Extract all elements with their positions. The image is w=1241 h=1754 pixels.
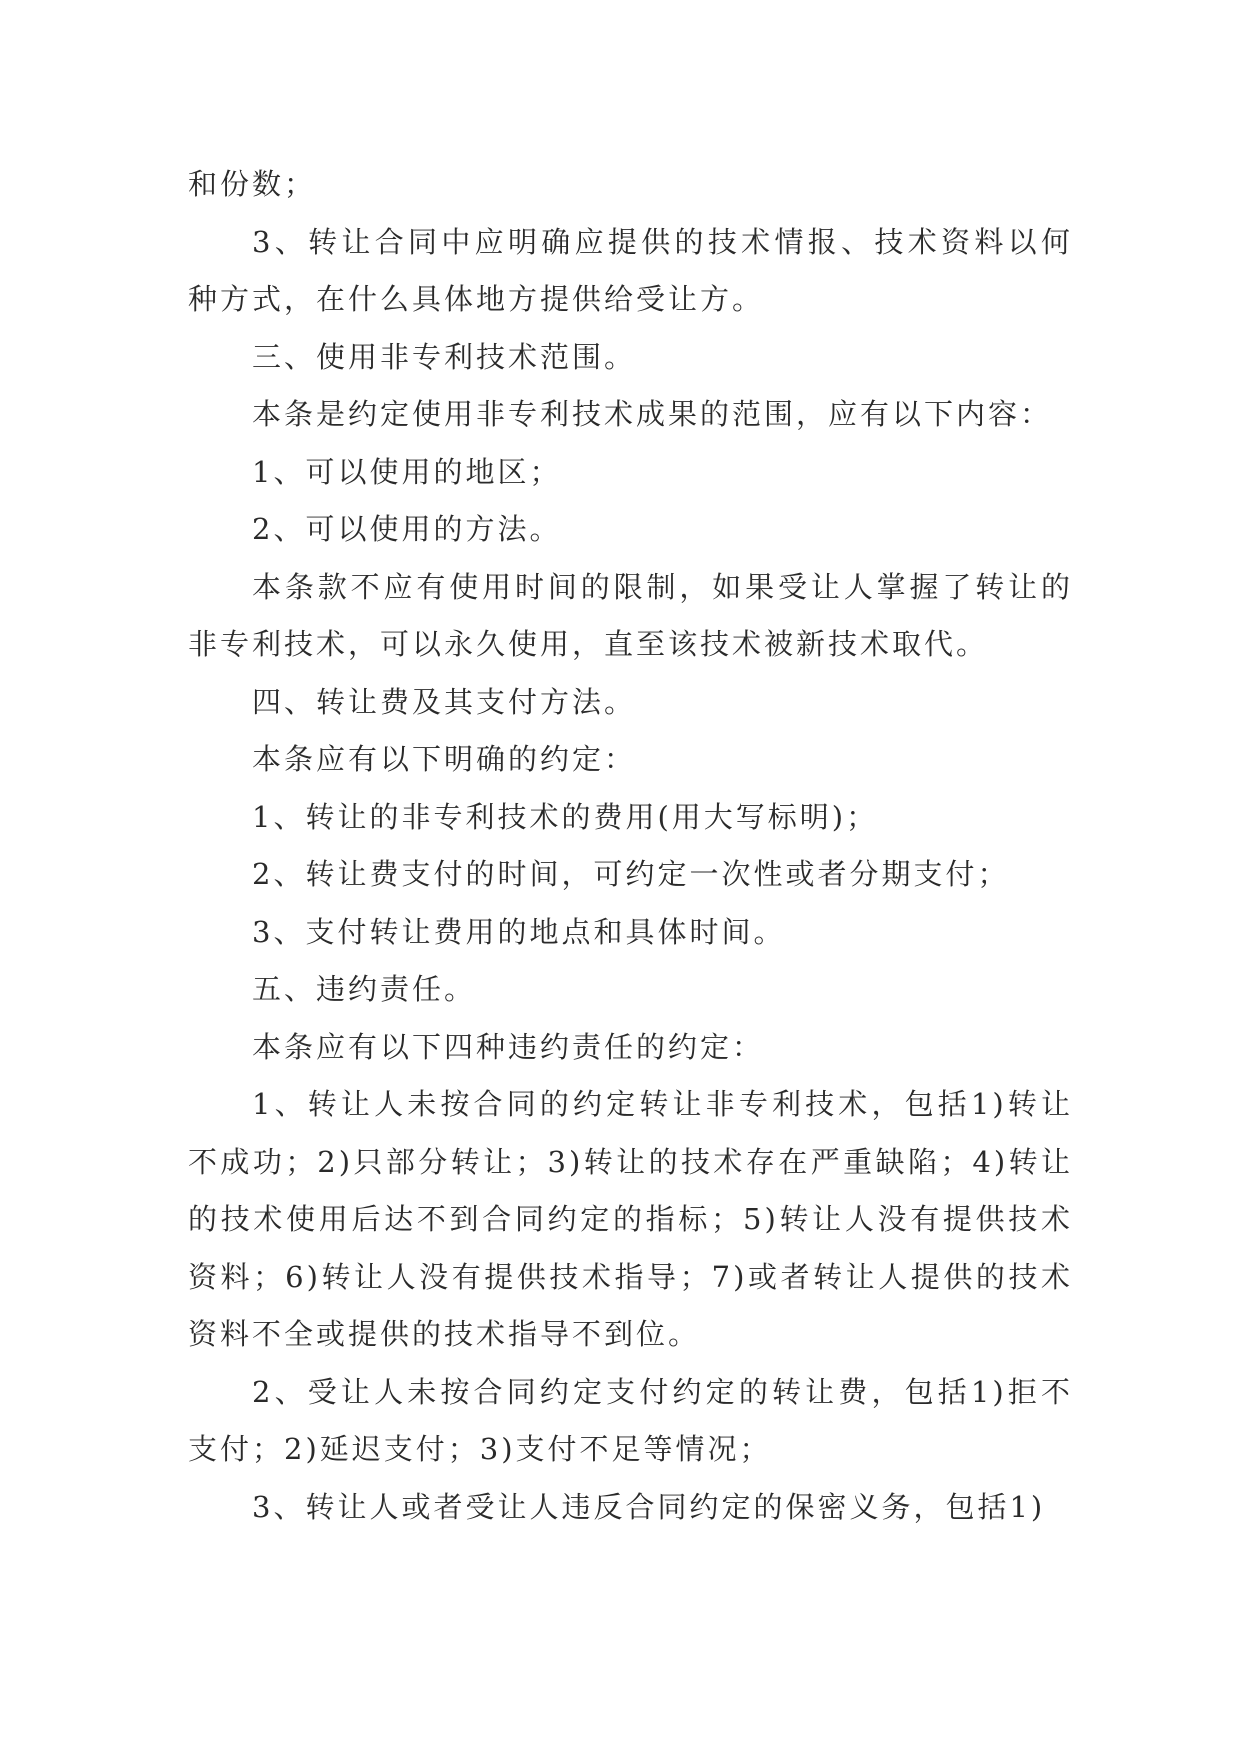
section-heading-3: 三、使用非专利技术范围。 bbox=[252, 339, 637, 374]
section-heading-5: 五、违约责任。 bbox=[252, 972, 477, 1006]
paragraph-liability-intro: 本条应有以下四种违约责任的约定： bbox=[252, 1029, 765, 1064]
document-body bbox=[188, 156, 1073, 1536]
paragraph-item-3-confidentiality: 3、转让人或者受让人违反合同约定的保密义务，包括1) bbox=[252, 1489, 1046, 1524]
paragraph-item-1-transferor-breach: 1、转让人未按合同的约定转让非专利技术，包括1)转让不成功；2)只部分转让；3)转让的技术存在严重缺陷；4)转让的技术使用后达不到合同约定的指标；5)转让人没有提供技术资料；6)转让人没有提供技术指导；7)或者转让人提供的技术资料不全或提供的技术指导不到位。 bbox=[188, 1087, 1073, 1351]
paragraph-scope-intro: 本条是约定使用非专利技术成果的范围，应有以下内容： bbox=[252, 397, 1053, 431]
paragraph-time-limit: 本条款不应有使用时间的限制，如果受让人掌握了转让的非专利技术，可以永久使用，直至该技术被新技术取代。 bbox=[188, 569, 1073, 661]
paragraph-continuation: 和份数； bbox=[188, 167, 317, 201]
paragraph-item-1-region: 1、可以使用的地区； bbox=[252, 454, 562, 489]
paragraph-item-3-payment-place: 3、支付转让费用的地点和具体时间。 bbox=[252, 914, 786, 949]
paragraph-item-2-method: 2、可以使用的方法。 bbox=[252, 512, 562, 546]
paragraph-item-3-delivery: 3、转让合同中应明确应提供的技术情报、技术资料以何种方式，在什么具体地方提供给受让方。 bbox=[188, 224, 1073, 316]
paragraph-fee-intro: 本条应有以下明确的约定： bbox=[252, 742, 637, 776]
paragraph-item-2-payment-time: 2、转让费支付的时间，可约定一次性或者分期支付； bbox=[252, 857, 1010, 891]
paragraph-item-1-fee: 1、转让的非专利技术的费用(用大写标明)； bbox=[252, 799, 879, 834]
section-heading-4: 四、转让费及其支付方法。 bbox=[252, 684, 637, 719]
paragraph-item-2-transferee-breach: 2、受让人未按合同约定支付约定的转让费，包括1)拒不支付；2)延迟支付；3)支付不足等情况； bbox=[188, 1374, 1073, 1466]
